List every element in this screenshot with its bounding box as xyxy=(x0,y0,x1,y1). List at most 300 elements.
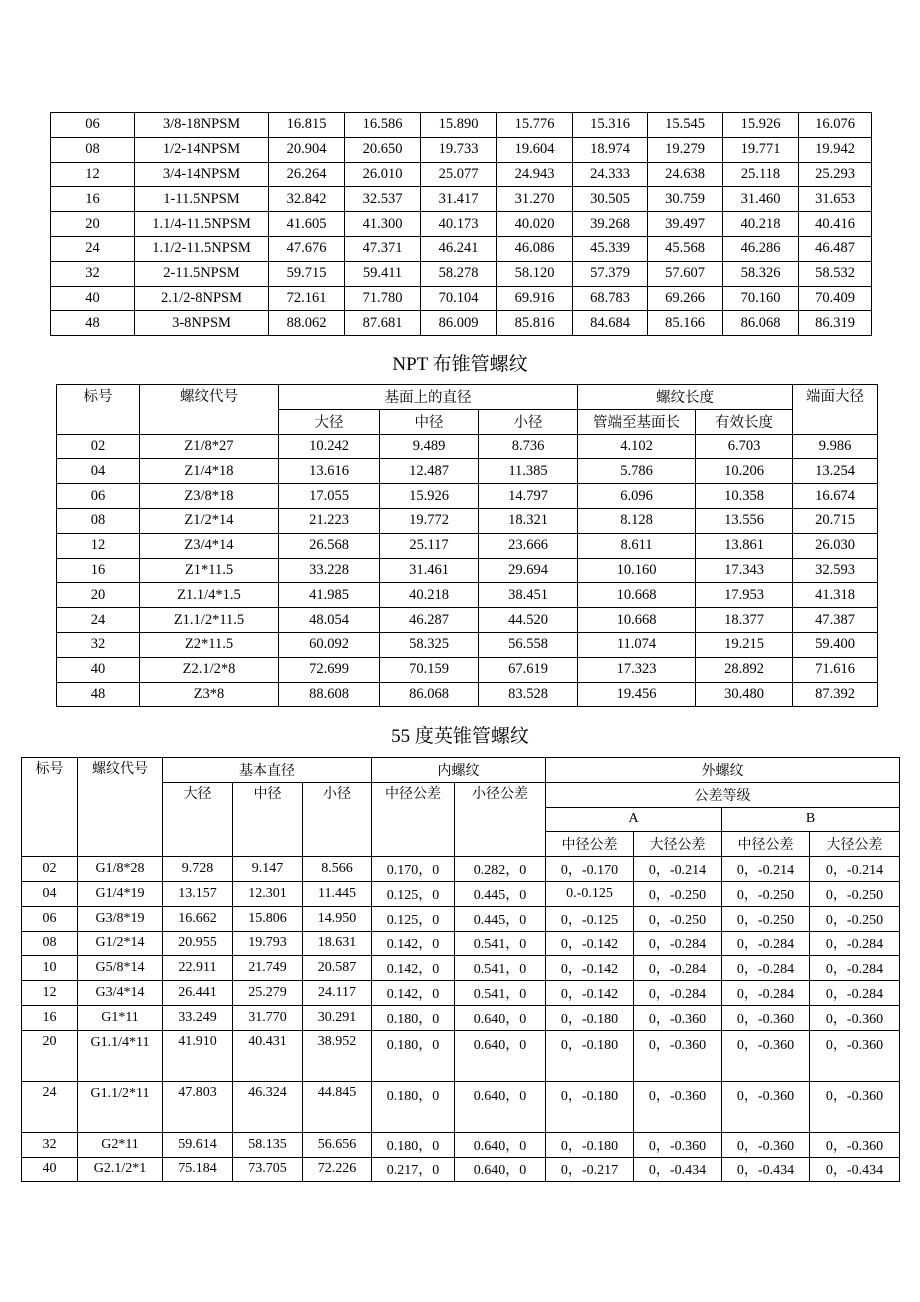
table-cell: 59.715 xyxy=(269,261,345,286)
table-cell: 39.497 xyxy=(648,212,723,237)
table-cell: 46.287 xyxy=(380,608,479,633)
table-cell: 20.904 xyxy=(269,137,345,162)
table-cell: 16.815 xyxy=(269,113,345,138)
table-cell: 13.616 xyxy=(279,459,380,484)
table-cell: 15.316 xyxy=(573,113,648,138)
table-cell: 20.715 xyxy=(793,508,878,533)
table-cell: 31.270 xyxy=(497,187,573,212)
table-cell: 14.797 xyxy=(479,484,578,509)
table-cell: 25.293 xyxy=(799,162,872,187)
table-cell: 0，-0.180 xyxy=(546,1132,634,1157)
table-cell: G1/4*19 xyxy=(78,881,163,906)
table-cell: Z3/8*18 xyxy=(140,484,279,509)
table-cell: 15.545 xyxy=(648,113,723,138)
table-cell: 0.282，0 xyxy=(455,857,546,882)
table-cell: 1.1/4-11.5NPSM xyxy=(135,212,269,237)
table-cell: 21.749 xyxy=(233,956,303,981)
table-row xyxy=(51,286,872,311)
table-cell: 16.662 xyxy=(163,906,233,931)
table-cell: 0，-0.250 xyxy=(810,906,900,931)
table-cell: 17.055 xyxy=(279,484,380,509)
header-effective-length: 有效长度 xyxy=(696,409,793,434)
table-cell: 20 xyxy=(22,1030,78,1081)
table-cell: 15.926 xyxy=(723,113,799,138)
table-cell: 17.343 xyxy=(696,558,793,583)
table-row xyxy=(51,261,872,286)
bsp-table-title: 55 度英锥管螺纹 xyxy=(391,726,529,747)
table-row xyxy=(57,608,878,633)
table-cell: 19.771 xyxy=(723,137,799,162)
table-cell: 60.092 xyxy=(279,632,380,657)
table-cell: 0，-0.250 xyxy=(722,906,810,931)
table-cell: 19.279 xyxy=(648,137,723,162)
table-cell: 86.009 xyxy=(421,311,497,336)
table-row xyxy=(51,187,872,212)
table-cell: 26.030 xyxy=(793,533,878,558)
table-cell: 47.676 xyxy=(269,236,345,261)
npsm-table-body xyxy=(51,113,872,336)
table-cell: Z1*11.5 xyxy=(140,558,279,583)
table-cell: 46.324 xyxy=(233,1081,303,1132)
header-pitch: 中径 xyxy=(233,782,303,856)
table-cell: 8.611 xyxy=(578,533,696,558)
table-cell: 0，-0.142 xyxy=(546,931,634,956)
header-code: 螺纹代号 xyxy=(78,758,163,857)
table-cell: 0，-0.214 xyxy=(722,857,810,882)
table-cell: 2-11.5NPSM xyxy=(135,261,269,286)
table-cell: 58.120 xyxy=(497,261,573,286)
header-thread-length: 螺纹长度 xyxy=(578,385,793,410)
table-cell: 0.142，0 xyxy=(372,931,455,956)
table-cell: 58.278 xyxy=(421,261,497,286)
table-cell: 08 xyxy=(51,137,135,162)
table-row xyxy=(22,1157,900,1182)
table-cell: 8.566 xyxy=(303,857,372,882)
header-code: 螺纹代号 xyxy=(140,385,279,435)
table-cell: 0.170，0 xyxy=(372,857,455,882)
bsp-table xyxy=(21,757,900,1182)
npt-table-body xyxy=(57,434,878,707)
table-cell: 0.640，0 xyxy=(455,1005,546,1030)
table-cell: 0，-0.125 xyxy=(546,906,634,931)
table-cell: 45.339 xyxy=(573,236,648,261)
table-cell: 30.291 xyxy=(303,1005,372,1030)
table-cell: 19.215 xyxy=(696,632,793,657)
table-cell: 11.074 xyxy=(578,632,696,657)
table-cell: 10.358 xyxy=(696,484,793,509)
table-cell: 0，-0.360 xyxy=(810,1132,900,1157)
table-cell: 0，-0.170 xyxy=(546,857,634,882)
table-cell: 31.460 xyxy=(723,187,799,212)
table-cell: 02 xyxy=(22,857,78,882)
table-cell: 0，-0.250 xyxy=(722,881,810,906)
table-cell: 40.020 xyxy=(497,212,573,237)
table-cell: 0，-0.360 xyxy=(722,1081,810,1132)
table-cell: 24.638 xyxy=(648,162,723,187)
table-cell: 25.118 xyxy=(723,162,799,187)
table-row xyxy=(22,906,900,931)
table-cell: 69.266 xyxy=(648,286,723,311)
table-cell: 0，-0.284 xyxy=(634,931,722,956)
table-cell: 41.910 xyxy=(163,1030,233,1081)
table-row xyxy=(22,857,900,882)
header-minor: 小径 xyxy=(479,409,578,434)
header-grade-a: A xyxy=(546,807,722,832)
table-cell: 0，-0.360 xyxy=(634,1005,722,1030)
header-minor: 小径 xyxy=(303,782,372,856)
table-cell: 17.323 xyxy=(578,657,696,682)
table-cell: 39.268 xyxy=(573,212,648,237)
table-cell: 33.249 xyxy=(163,1005,233,1030)
table-cell: 41.605 xyxy=(269,212,345,237)
header-external-thread: 外螺纹 xyxy=(546,758,900,783)
header-b-pitch-tolerance: 中径公差 xyxy=(722,832,810,857)
table-cell: 68.783 xyxy=(573,286,648,311)
npt-table-title: NPT 布锥管螺纹 xyxy=(392,354,528,375)
table-cell: 0，-0.360 xyxy=(810,1030,900,1081)
table-cell: 73.705 xyxy=(233,1157,303,1182)
table-cell: 0，-0.284 xyxy=(810,931,900,956)
table-cell: Z1.1/4*1.5 xyxy=(140,583,279,608)
table-cell: 0，-0.360 xyxy=(634,1030,722,1081)
table-cell: 72.161 xyxy=(269,286,345,311)
table-cell: 45.568 xyxy=(648,236,723,261)
table-cell: 9.489 xyxy=(380,434,479,459)
table-cell: 0，-0.360 xyxy=(810,1005,900,1030)
table-cell: Z2*11.5 xyxy=(140,632,279,657)
table-cell: 40.416 xyxy=(799,212,872,237)
table-cell: 47.371 xyxy=(345,236,421,261)
table-cell: 59.614 xyxy=(163,1132,233,1157)
header-tolerance-grade: 公差等级 xyxy=(546,782,900,807)
table-cell: 0，-0.214 xyxy=(810,857,900,882)
table-cell: 58.326 xyxy=(723,261,799,286)
table-cell: 0.-0.125 xyxy=(546,881,634,906)
table-cell: 85.816 xyxy=(497,311,573,336)
table-cell: 21.223 xyxy=(279,508,380,533)
table-cell: 22.911 xyxy=(163,956,233,981)
table-cell: 46.286 xyxy=(723,236,799,261)
table-cell: 3/4-14NPSM xyxy=(135,162,269,187)
table-cell: Z1/2*14 xyxy=(140,508,279,533)
bsp-table-body xyxy=(22,857,900,1182)
table-cell: 87.392 xyxy=(793,682,878,707)
table-cell: 0.445，0 xyxy=(455,881,546,906)
table-row xyxy=(57,682,878,707)
table-cell: 59.400 xyxy=(793,632,878,657)
table-cell: 16 xyxy=(57,558,140,583)
table-cell: 12.487 xyxy=(380,459,479,484)
table-cell: 10.668 xyxy=(578,608,696,633)
table-cell: 4.102 xyxy=(578,434,696,459)
table-cell: 11.385 xyxy=(479,459,578,484)
table-cell: 69.916 xyxy=(497,286,573,311)
table-row xyxy=(51,113,872,138)
table-cell: 17.953 xyxy=(696,583,793,608)
table-cell: 0，-0.284 xyxy=(722,931,810,956)
table-cell: 48 xyxy=(51,311,135,336)
table-cell: 0，-0.142 xyxy=(546,956,634,981)
table-cell: 0.541，0 xyxy=(455,981,546,1006)
table-cell: 26.010 xyxy=(345,162,421,187)
table-cell: 32.537 xyxy=(345,187,421,212)
table-cell: 13.556 xyxy=(696,508,793,533)
table-cell: 18.974 xyxy=(573,137,648,162)
npt-table xyxy=(56,384,878,707)
table-cell: 0.180，0 xyxy=(372,1132,455,1157)
table-cell: 15.776 xyxy=(497,113,573,138)
table-cell: 88.062 xyxy=(269,311,345,336)
table-cell: 0，-0.180 xyxy=(546,1005,634,1030)
table-cell: 25.077 xyxy=(421,162,497,187)
table-row xyxy=(51,162,872,187)
header-basic-diameter: 基本直径 xyxy=(163,758,372,783)
table-cell: 32.842 xyxy=(269,187,345,212)
table-cell: 58.135 xyxy=(233,1132,303,1157)
table-cell: 70.104 xyxy=(421,286,497,311)
table-row xyxy=(51,212,872,237)
table-cell: 23.666 xyxy=(479,533,578,558)
table-cell: 0，-0.284 xyxy=(722,956,810,981)
table-cell: 20.587 xyxy=(303,956,372,981)
header-minor-tolerance: 小径公差 xyxy=(455,782,546,856)
table-cell: 14.950 xyxy=(303,906,372,931)
table-cell: 0，-0.250 xyxy=(634,906,722,931)
table-cell: 3/8-18NPSM xyxy=(135,113,269,138)
table-row xyxy=(22,1030,900,1081)
table-cell: 9.986 xyxy=(793,434,878,459)
table-row xyxy=(22,881,900,906)
table-cell: 70.159 xyxy=(380,657,479,682)
table-cell: 19.793 xyxy=(233,931,303,956)
table-row xyxy=(51,236,872,261)
table-cell: G1/8*28 xyxy=(78,857,163,882)
table-cell: 31.770 xyxy=(233,1005,303,1030)
table-cell: 8.128 xyxy=(578,508,696,533)
table-row xyxy=(57,558,878,583)
table-cell: 13.861 xyxy=(696,533,793,558)
table-row xyxy=(57,434,878,459)
table-cell: 16.674 xyxy=(793,484,878,509)
table-cell: 71.780 xyxy=(345,286,421,311)
table-cell: 0，-0.180 xyxy=(546,1030,634,1081)
table-cell: 20 xyxy=(51,212,135,237)
header-end-to-base: 管端至基面长 xyxy=(578,409,696,434)
table-row xyxy=(22,1081,900,1132)
table-cell: G2.1/2*1 xyxy=(78,1157,163,1182)
table-cell: 10.668 xyxy=(578,583,696,608)
header-end-diameter: 端面大径 xyxy=(793,385,878,435)
table-cell: 13.254 xyxy=(793,459,878,484)
table-cell: 44.845 xyxy=(303,1081,372,1132)
table-cell: 20.650 xyxy=(345,137,421,162)
table-cell: 83.528 xyxy=(479,682,578,707)
table-cell: 0，-0.360 xyxy=(722,1030,810,1081)
table-cell: 32 xyxy=(57,632,140,657)
header-grade-b: B xyxy=(722,807,900,832)
table-cell: 0，-0.214 xyxy=(634,857,722,882)
table-cell: 0.217，0 xyxy=(372,1157,455,1182)
table-cell: 08 xyxy=(57,508,140,533)
table-cell: 41.300 xyxy=(345,212,421,237)
table-cell: 75.184 xyxy=(163,1157,233,1182)
table-cell: 18.631 xyxy=(303,931,372,956)
table-cell: 48.054 xyxy=(279,608,380,633)
table-cell: G1.1/4*11 xyxy=(78,1030,163,1081)
table-cell: 88.608 xyxy=(279,682,380,707)
table-cell: 0，-0.360 xyxy=(634,1132,722,1157)
table-cell: 72.226 xyxy=(303,1157,372,1182)
table-cell: 0.541，0 xyxy=(455,931,546,956)
table-cell: 3-8NPSM xyxy=(135,311,269,336)
table-cell: 26.441 xyxy=(163,981,233,1006)
table-cell: 46.487 xyxy=(799,236,872,261)
table-cell: 0，-0.284 xyxy=(634,956,722,981)
table-cell: 30.480 xyxy=(696,682,793,707)
table-cell: 56.558 xyxy=(479,632,578,657)
table-cell: 19.604 xyxy=(497,137,573,162)
table-cell: 31.653 xyxy=(799,187,872,212)
table-cell: 0.541，0 xyxy=(455,956,546,981)
table-cell: 9.728 xyxy=(163,857,233,882)
table-cell: 24 xyxy=(51,236,135,261)
table-cell: 2.1/2-8NPSM xyxy=(135,286,269,311)
table-row xyxy=(57,657,878,682)
table-cell: 10.206 xyxy=(696,459,793,484)
table-cell: 06 xyxy=(51,113,135,138)
table-cell: 0.142，0 xyxy=(372,956,455,981)
table-cell: 40.218 xyxy=(723,212,799,237)
table-cell: 86.068 xyxy=(723,311,799,336)
table-cell: G2*11 xyxy=(78,1132,163,1157)
table-cell: 0，-0.250 xyxy=(810,881,900,906)
table-cell: 32 xyxy=(51,261,135,286)
table-cell: 0.125，0 xyxy=(372,906,455,931)
table-cell: 0，-0.142 xyxy=(546,981,634,1006)
table-cell: 40.431 xyxy=(233,1030,303,1081)
table-cell: 15.806 xyxy=(233,906,303,931)
table-cell: 18.321 xyxy=(479,508,578,533)
table-cell: Z3*8 xyxy=(140,682,279,707)
table-cell: 32.593 xyxy=(793,558,878,583)
table-cell: 16 xyxy=(51,187,135,212)
table-row xyxy=(51,311,872,336)
table-row xyxy=(22,981,900,1006)
table-cell: 0，-0.250 xyxy=(634,881,722,906)
npsm-table xyxy=(50,112,872,336)
table-cell: 15.890 xyxy=(421,113,497,138)
header-mark: 标号 xyxy=(57,385,140,435)
table-cell: 0.640，0 xyxy=(455,1157,546,1182)
table-cell: 84.684 xyxy=(573,311,648,336)
table-cell: 08 xyxy=(22,931,78,956)
table-cell: 11.445 xyxy=(303,881,372,906)
table-row xyxy=(57,533,878,558)
table-cell: 59.411 xyxy=(345,261,421,286)
table-cell: 40.173 xyxy=(421,212,497,237)
table-cell: 0，-0.360 xyxy=(634,1081,722,1132)
table-cell: 10 xyxy=(22,956,78,981)
table-cell: G3/4*14 xyxy=(78,981,163,1006)
table-cell: 19.733 xyxy=(421,137,497,162)
table-cell: 25.117 xyxy=(380,533,479,558)
table-cell: 0.640，0 xyxy=(455,1132,546,1157)
table-cell: 57.607 xyxy=(648,261,723,286)
table-cell: 0，-0.284 xyxy=(722,981,810,1006)
table-cell: 24 xyxy=(57,608,140,633)
table-cell: 8.736 xyxy=(479,434,578,459)
table-cell: 40 xyxy=(51,286,135,311)
table-cell: 29.694 xyxy=(479,558,578,583)
table-row xyxy=(57,632,878,657)
table-cell: 56.656 xyxy=(303,1132,372,1157)
header-a-major-tolerance: 大径公差 xyxy=(634,832,722,857)
table-cell: G1.1/2*11 xyxy=(78,1081,163,1132)
table-cell: 30.759 xyxy=(648,187,723,212)
table-cell: 0，-0.360 xyxy=(722,1005,810,1030)
table-cell: 24.117 xyxy=(303,981,372,1006)
table-cell: 13.157 xyxy=(163,881,233,906)
table-cell: 0.125，0 xyxy=(372,881,455,906)
table-row xyxy=(22,1005,900,1030)
table-row xyxy=(57,583,878,608)
table-cell: 1-11.5NPSM xyxy=(135,187,269,212)
table-cell: Z1/8*27 xyxy=(140,434,279,459)
table-cell: 16.076 xyxy=(799,113,872,138)
table-cell: 0.180，0 xyxy=(372,1081,455,1132)
table-cell: 0.640，0 xyxy=(455,1081,546,1132)
table-cell: 0.142，0 xyxy=(372,981,455,1006)
table-cell: 6.096 xyxy=(578,484,696,509)
table-cell: 20 xyxy=(57,583,140,608)
table-cell: 87.681 xyxy=(345,311,421,336)
table-cell: 5.786 xyxy=(578,459,696,484)
table-cell: 57.379 xyxy=(573,261,648,286)
table-cell: 67.619 xyxy=(479,657,578,682)
table-cell: 12 xyxy=(57,533,140,558)
table-cell: 24 xyxy=(22,1081,78,1132)
header-internal-thread: 内螺纹 xyxy=(372,758,546,783)
table-cell: 46.086 xyxy=(497,236,573,261)
table-cell: 86.319 xyxy=(799,311,872,336)
table-cell: 0.640，0 xyxy=(455,1030,546,1081)
table-cell: Z1/4*18 xyxy=(140,459,279,484)
table-cell: 9.147 xyxy=(233,857,303,882)
table-cell: 19.772 xyxy=(380,508,479,533)
table-cell: 71.616 xyxy=(793,657,878,682)
table-row xyxy=(22,931,900,956)
table-cell: 15.926 xyxy=(380,484,479,509)
table-cell: 26.264 xyxy=(269,162,345,187)
header-mark: 标号 xyxy=(22,758,78,857)
table-cell: G3/8*19 xyxy=(78,906,163,931)
table-cell: 10.242 xyxy=(279,434,380,459)
header-major: 大径 xyxy=(163,782,233,856)
table-cell: 12 xyxy=(22,981,78,1006)
table-cell: 10.160 xyxy=(578,558,696,583)
table-cell: 70.409 xyxy=(799,286,872,311)
table-cell: 47.803 xyxy=(163,1081,233,1132)
table-cell: 40 xyxy=(57,657,140,682)
table-cell: 02 xyxy=(57,434,140,459)
table-cell: 16.586 xyxy=(345,113,421,138)
table-cell: 0，-0.284 xyxy=(634,981,722,1006)
table-cell: 0，-0.360 xyxy=(722,1132,810,1157)
table-cell: 70.160 xyxy=(723,286,799,311)
table-cell: 1/2-14NPSM xyxy=(135,137,269,162)
table-cell: 47.387 xyxy=(793,608,878,633)
header-major: 大径 xyxy=(279,409,380,434)
